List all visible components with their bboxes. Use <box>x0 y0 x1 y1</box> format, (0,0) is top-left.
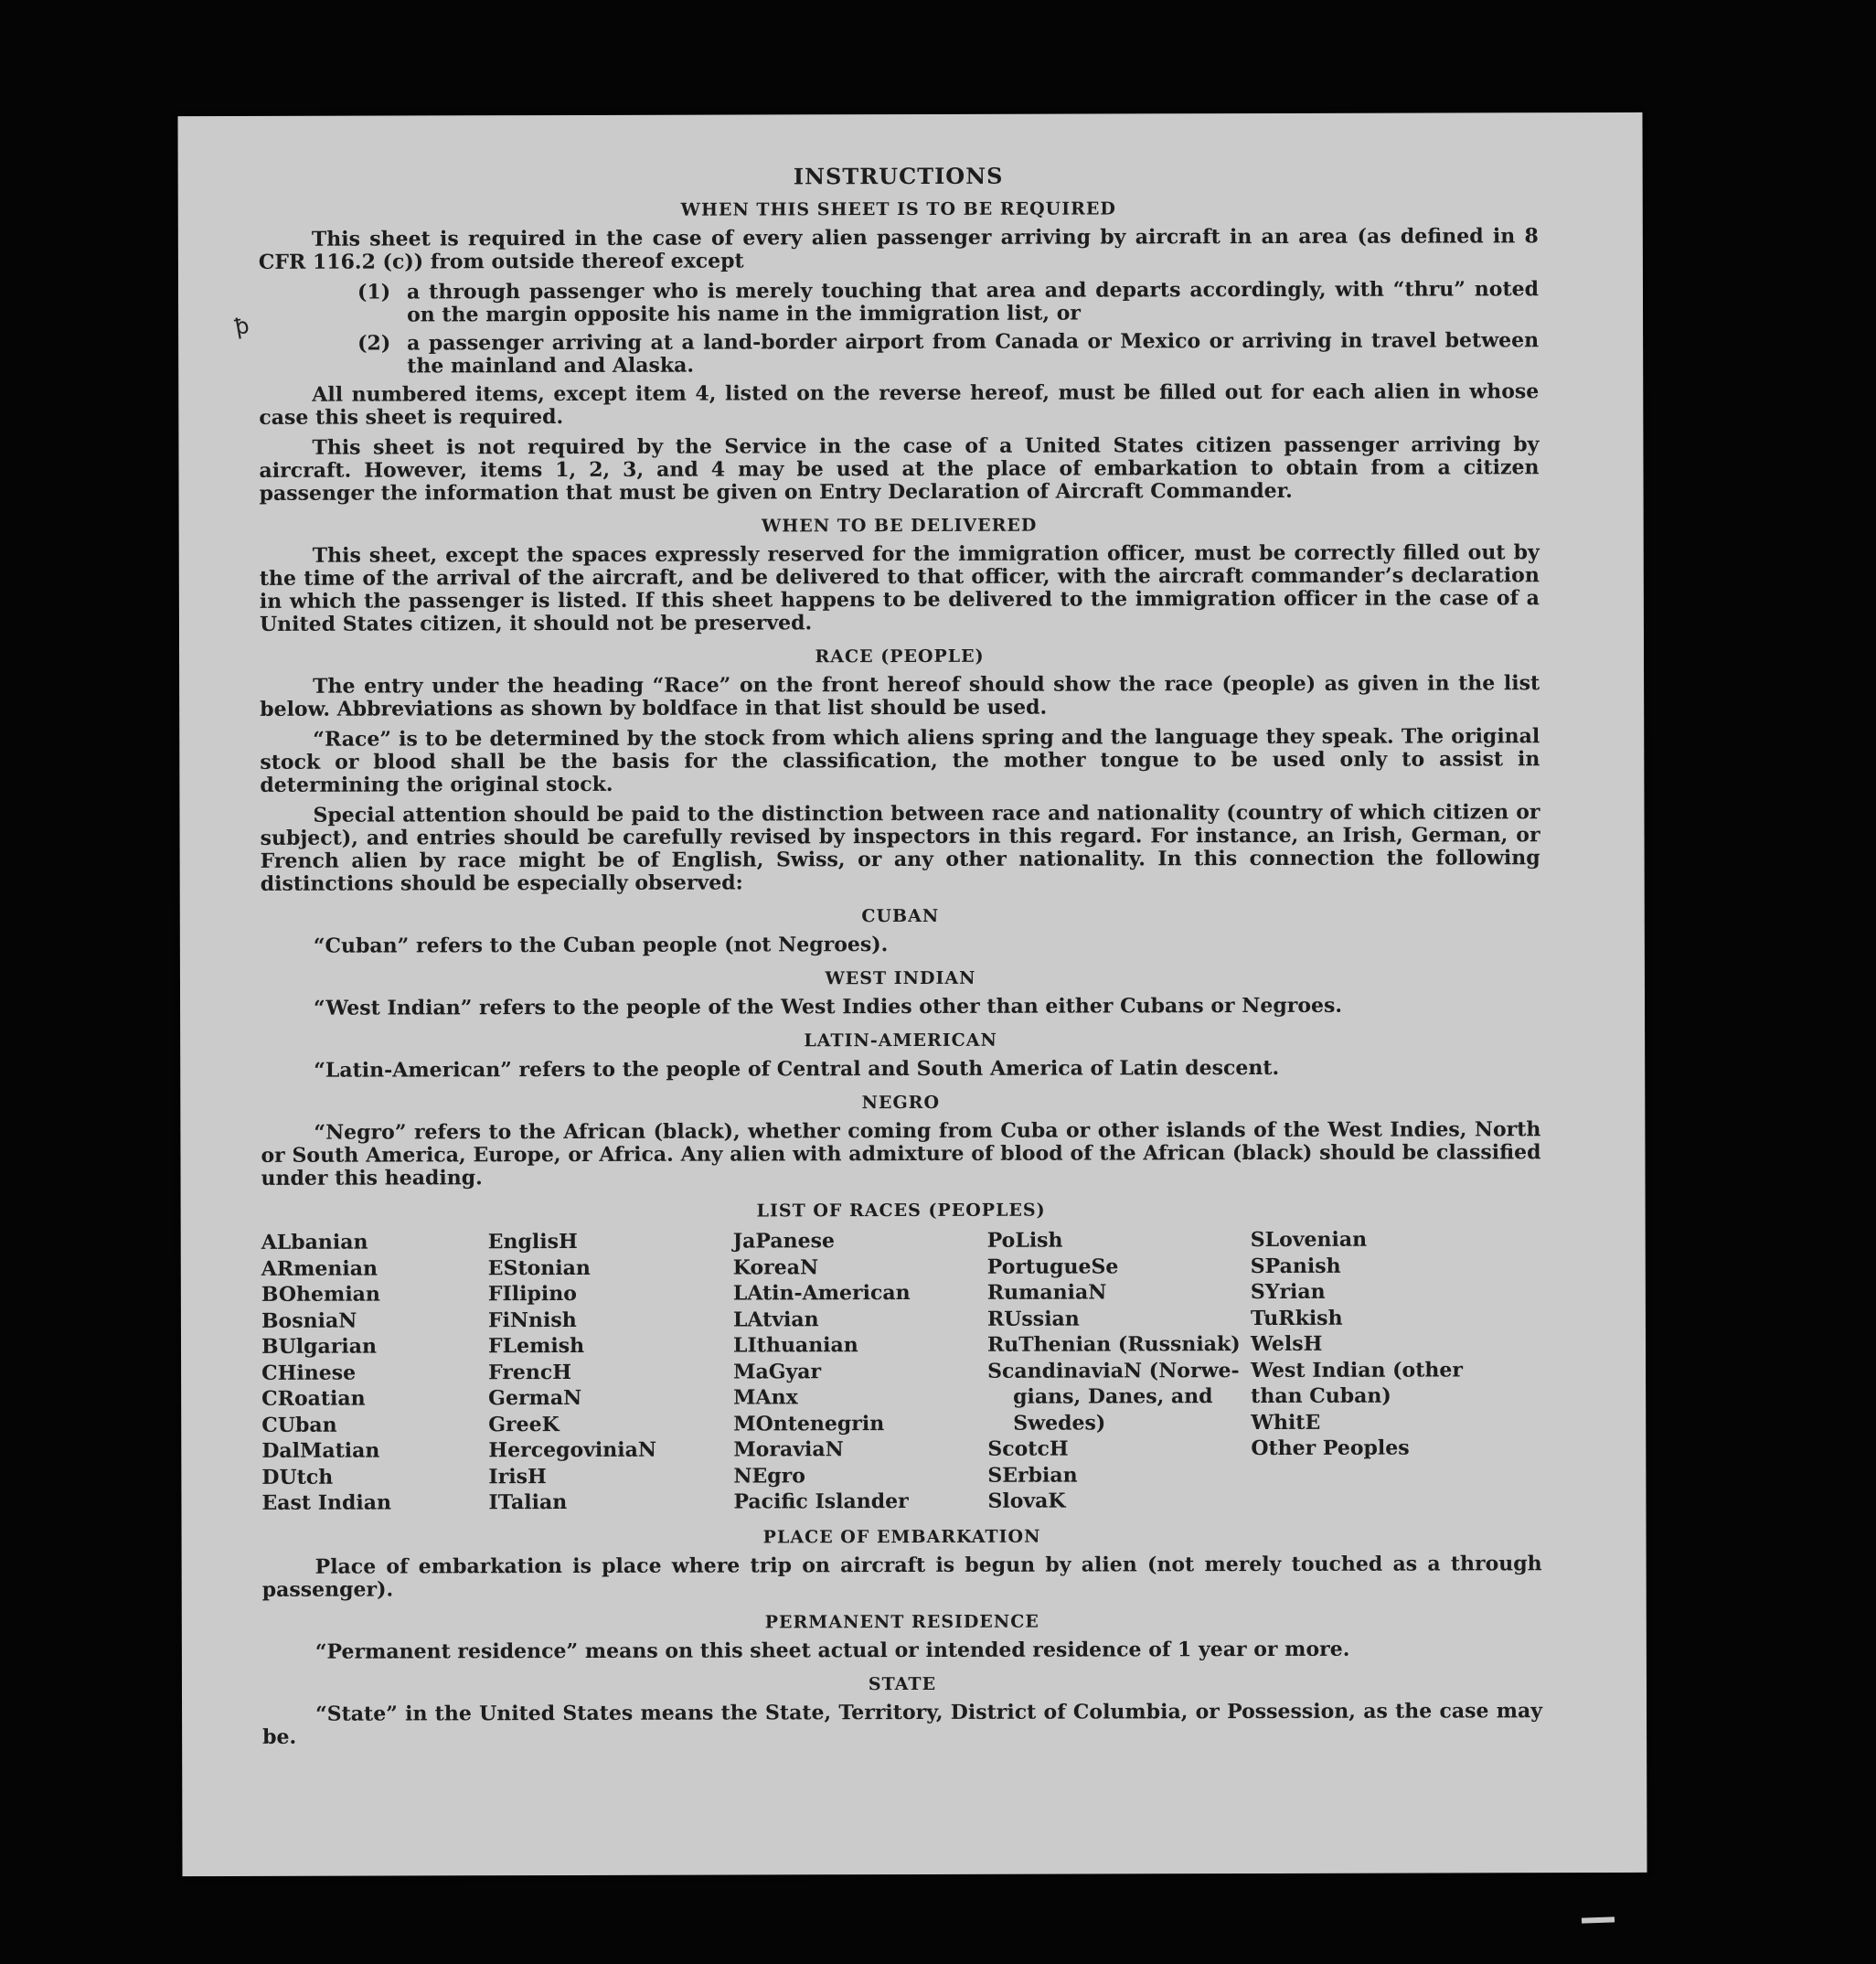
race-column-1 <box>261 1229 489 1516</box>
race-entry: Swedes) <box>1013 1410 1106 1436</box>
paragraph-west-indian: “West Indian” refers to the people of the West Indies other than either Cubans or Negroes. <box>314 993 1343 1020</box>
instructions-content <box>259 163 1543 1756</box>
paragraph-when-delivered: This sheet, except the spaces expressly reserved for the immigration officer, must be correctly filled out by the time of the arrival of the aircraft, and be delivered to that officer, with the aircraft commander’s declaration in which the passenger is listed. If this sheet happens to be delivered to the immigration officer in the case of a United States citizen, it should not be preserved. <box>259 540 1540 636</box>
paragraph-state: “State” in the United States means the State, Territory, District of Columbia, or Possession, as the case may be. <box>262 1698 1543 1749</box>
race-entry: MOntenegrin <box>733 1411 885 1436</box>
heading-negro: NEGRO <box>861 1092 941 1114</box>
race-entry: LAtin-American <box>732 1281 911 1306</box>
handwritten-margin-mark: ꝥ <box>232 312 251 341</box>
race-column-3 <box>733 1228 988 1515</box>
race-entry: RUssian <box>986 1307 1080 1331</box>
heading-when-required: WHEN THIS SHEET IS TO BE REQUIRED <box>680 198 1116 220</box>
race-entry: RumaniaN <box>986 1280 1107 1305</box>
exception-item-text: a through passenger who is merely touching that area and departs accordingly, with “thru” noted on the margin opposite his name in the immigration list, or <box>406 277 1540 327</box>
film-edge-mark <box>1582 1916 1615 1923</box>
race-entry: SLovenian <box>1250 1227 1368 1253</box>
heading-permanent-residence: PERMANENT RESIDENCE <box>764 1611 1039 1632</box>
heading-embarkation: PLACE OF EMBARKATION <box>762 1526 1041 1547</box>
paragraph-negro: “Negro” refers to the African (black), whether coming from Cuba or other islands of the West Indies, North or South America, Europe, or Africa. Any alien with admixture of blood of the African (black) should be classified under this heading. <box>261 1117 1541 1190</box>
paragraph-race-1: The entry under the heading “Race” on the front hereof should show the race (people) as given in the list below. Abbreviations as shown by boldface in that list should be used. <box>260 671 1540 721</box>
race-entry: ScandinaviaN (Norwe- <box>987 1358 1240 1383</box>
race-entry: ARmenian <box>261 1256 378 1281</box>
exception-item-2 <box>357 329 1539 378</box>
paragraph-embarkation: Place of embarkation is place where trip on aircraft is begun by alien (not merely touched as a through passenger). <box>261 1551 1542 1602</box>
race-entry: MAnx <box>733 1385 798 1410</box>
race-entry: WhitE <box>1251 1410 1321 1435</box>
race-entry: gians, Danes, and <box>1013 1384 1213 1409</box>
race-entry: JaPanese <box>732 1229 835 1254</box>
exception-item-number: (2) <box>357 331 391 356</box>
race-entry: ITalian <box>488 1489 568 1515</box>
race-list <box>261 1226 1542 1516</box>
exception-item-1 <box>357 278 1539 326</box>
race-entry: GermaN <box>488 1385 582 1411</box>
race-entry: FiNnish <box>487 1308 577 1332</box>
race-entry: West Indian (other <box>1251 1357 1464 1382</box>
race-entry: EnglisH <box>487 1229 578 1254</box>
paragraph-numbered-items: All numbered items, except item 4, listed on the reverse hereof, must be filled out for each alien in whose case this sheet is required. <box>259 379 1540 430</box>
race-entry: Pacific Islander <box>733 1489 909 1514</box>
race-entry: HercegoviniaN <box>488 1437 657 1463</box>
race-entry: LIthuanian <box>732 1333 858 1358</box>
race-entry: Other Peoples <box>1251 1436 1410 1461</box>
race-entry: MaGyar <box>733 1359 822 1384</box>
race-entry: FIlipino <box>487 1281 577 1307</box>
race-column-5 <box>1251 1226 1508 1513</box>
heading-latin-american: LATIN-AMERICAN <box>804 1030 997 1051</box>
race-entry: PortugueSe <box>986 1254 1119 1279</box>
race-entry: EStonian <box>487 1255 591 1280</box>
race-entry: DalMatian <box>261 1438 380 1463</box>
race-entry: FLemish <box>487 1333 585 1359</box>
race-entry: SlovaK <box>987 1489 1066 1513</box>
paragraph-citizen: This sheet is not required by the Service in the case of a United States citizen passenger arriving by aircraft. However, items 1, 2, 3, and 4 may be used at the place of embarkation to obtain from a citizen passenger the information that must be given on Entry Declaration of Aircraft Commander. <box>259 432 1540 506</box>
paragraph-race-3: Special attention should be paid to the distinction between race and nationality (country of which citizen or subject), and entries should be carefully revised by inspectors in this regard. For instance, an Irish, German, or French alien by race might be of English, Swiss, or any other nationality. In this connection the following distinctions should be especially observed: <box>260 800 1540 896</box>
instructions-title: INSTRUCTIONS <box>793 162 1004 190</box>
race-entry: BosniaN <box>261 1308 357 1333</box>
document-sheet <box>177 112 1647 1876</box>
race-entry: CUban <box>261 1413 337 1437</box>
heading-when-delivered: WHEN TO BE DELIVERED <box>761 515 1038 537</box>
race-entry: NEgro <box>733 1463 805 1489</box>
race-entry: SErbian <box>987 1463 1078 1488</box>
race-entry: DUtch <box>261 1465 334 1489</box>
race-entry: ALbanian <box>261 1230 368 1254</box>
race-column-4 <box>987 1227 1252 1514</box>
race-entry: RuThenian (Russniak) <box>986 1332 1241 1357</box>
race-entry: SPanish <box>1250 1254 1341 1278</box>
paragraph-permanent-residence: “Permanent residence” means on this sheet actual or intended residence of 1 year or more. <box>314 1637 1350 1664</box>
race-entry: TuRkish <box>1250 1306 1343 1330</box>
race-entry: than Cuban) <box>1251 1383 1391 1409</box>
exception-item-number: (1) <box>357 280 391 304</box>
paragraph-when-required-intro: This sheet is required in the case of every alien passenger arriving by aircraft in an area (as defined in 8 CFR 116.2 (c)) from outside thereof except <box>258 224 1539 274</box>
heading-list-of-races: LIST OF RACES (PEOPLES) <box>756 1200 1046 1222</box>
exception-item-text: a passenger arriving at a land-border airport from Canada or Mexico or arriving in travel between the mainland and Alaska. <box>407 328 1540 379</box>
race-entry: BOhemian <box>261 1282 380 1307</box>
race-entry: FrencH <box>488 1360 572 1384</box>
paragraph-latin-american: “Latin-American” refers to the people of Central and South America of Latin descent. <box>314 1055 1280 1083</box>
race-entry: KoreaN <box>732 1254 819 1280</box>
paragraph-cuban: “Cuban” refers to the Cuban people (not Negroes). <box>313 933 889 958</box>
race-entry: PoLish <box>986 1228 1063 1253</box>
heading-cuban: CUBAN <box>861 905 940 927</box>
race-column-2 <box>488 1229 734 1516</box>
heading-state: STATE <box>868 1673 937 1694</box>
race-entry: GreeK <box>488 1412 560 1436</box>
race-entry: CHinese <box>261 1361 357 1385</box>
race-entry: IrisH <box>488 1464 547 1489</box>
race-entry: LAtvian <box>732 1307 819 1332</box>
race-entry: MoraviaN <box>733 1437 844 1462</box>
race-entry: SYrian <box>1250 1279 1326 1305</box>
race-entry: ScotcH <box>987 1436 1069 1461</box>
race-entry: East Indian <box>261 1490 392 1515</box>
race-entry: WelsH <box>1250 1331 1323 1357</box>
race-entry: CRoatian <box>261 1386 366 1411</box>
heading-west-indian: WEST INDIAN <box>825 967 976 989</box>
paragraph-race-2: “Race” is to be determined by the stock from which aliens spring and the language they speak. The original stock or blood shall be the basis for the classification, the mother tongue to be used only to assist in determining the original stock. <box>260 724 1540 797</box>
race-entry: BUlgarian <box>261 1334 378 1359</box>
heading-race: RACE (PEOPLE) <box>815 646 985 667</box>
